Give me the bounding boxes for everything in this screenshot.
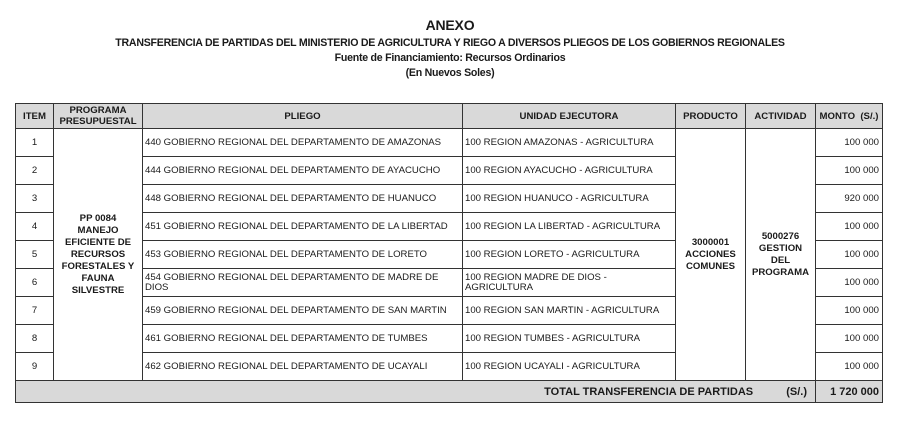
actividad-line: PROGRAMA (751, 266, 810, 278)
item-number: 2 (16, 157, 54, 185)
total-currency: (S/.) (786, 385, 807, 398)
table-header-row (16, 104, 883, 129)
pliego-cell: 444 GOBIERNO REGIONAL DEL DEPARTAMENTO DE AYACUCHO (143, 157, 463, 185)
programa-line: FAUNA (81, 272, 115, 284)
actividad-line: GESTION DEL (758, 242, 803, 266)
actividad-line: 5000276 (761, 230, 800, 242)
document-subtitle: TRANSFERENCIA DE PARTIDAS DEL MINISTERIO DE AGRICULTURA Y RIEGO A DIVERSOS PLIEGOS DE LOS GOBIERNOS REGIONALES (115, 37, 785, 49)
producto-line: 3000001 (691, 236, 730, 248)
actividad-cell (746, 129, 816, 381)
col-header-unidad: UNIDAD EJECUTORA (463, 104, 676, 129)
unidad-ejecutora-cell: 100 REGION LORETO - AGRICULTURA (463, 241, 676, 269)
total-value: 1 720 000 (816, 381, 883, 403)
pliego-cell: 462 GOBIERNO REGIONAL DEL DEPARTAMENTO DE UCAYALI (143, 353, 463, 381)
total-label: TOTAL TRANSFERENCIA DE PARTIDAS (544, 385, 754, 398)
unidad-ejecutora-cell: 100 REGION HUANUCO - AGRICULTURA (463, 185, 676, 213)
col-header-monto: MONTO (S/.) (816, 104, 883, 129)
monto-cell: 100 000 (816, 297, 883, 325)
col-header-actividad: ACTIVIDAD (746, 104, 816, 129)
monto-cell: 920 000 (816, 185, 883, 213)
item-number: 8 (16, 325, 54, 353)
producto-cell (676, 129, 746, 381)
pliego-cell: 453 GOBIERNO REGIONAL DEL DEPARTAMENTO DE LORETO (143, 241, 463, 269)
funding-source: Fuente de Financiamiento: Recursos Ordinarios (334, 52, 566, 64)
total-label-cell (16, 381, 816, 403)
transfer-table (15, 103, 883, 403)
unidad-ejecutora-cell: 100 REGION LA LIBERTAD - AGRICULTURA (463, 213, 676, 241)
programa-line: RECURSOS (70, 248, 126, 260)
pliego-cell: 451 GOBIERNO REGIONAL DEL DEPARTAMENTO DE LA LIBERTAD (143, 213, 463, 241)
monto-cell: 100 000 (816, 325, 883, 353)
item-number: 7 (16, 297, 54, 325)
pliego-cell: 440 GOBIERNO REGIONAL DEL DEPARTAMENTO DE AMAZONAS (143, 129, 463, 157)
programa-line: SILVESTRE (71, 284, 125, 296)
pliego-cell: 454 GOBIERNO REGIONAL DEL DEPARTAMENTO DE MADRE DE DIOS (143, 269, 463, 297)
monto-cell: 100 000 (816, 213, 883, 241)
col-header-programa-line2: PRESUPUESTAL (59, 116, 137, 127)
table-row (16, 129, 883, 157)
pliego-cell: 459 GOBIERNO REGIONAL DEL DEPARTAMENTO DE SAN MARTIN (143, 297, 463, 325)
pliego-cell: 448 GOBIERNO REGIONAL DEL DEPARTAMENTO DE HUANUCO (143, 185, 463, 213)
producto-line: COMUNES (685, 260, 736, 272)
unidad-ejecutora-cell: 100 REGION AMAZONAS - AGRICULTURA (463, 129, 676, 157)
item-number: 1 (16, 129, 54, 157)
monto-cell: 100 000 (816, 129, 883, 157)
pliego-cell: 461 GOBIERNO REGIONAL DEL DEPARTAMENTO DE TUMBES (143, 325, 463, 353)
monto-cell: 100 000 (816, 241, 883, 269)
item-number: 6 (16, 269, 54, 297)
document-title: ANEXO (425, 17, 475, 33)
monto-cell: 100 000 (816, 353, 883, 381)
col-header-pliego: PLIEGO (143, 104, 463, 129)
item-number: 9 (16, 353, 54, 381)
unidad-ejecutora-cell: 100 REGION SAN MARTIN - AGRICULTURA (463, 297, 676, 325)
col-header-programa (54, 104, 143, 129)
producto-line: ACCIONES (685, 248, 736, 260)
col-header-programa-line1: PROGRAMA (69, 105, 127, 116)
unidad-ejecutora-cell: 100 REGION UCAYALI - AGRICULTURA (463, 353, 676, 381)
programa-line: EFICIENTE DE (64, 236, 132, 248)
unidad-ejecutora-cell: 100 REGION TUMBES - AGRICULTURA (463, 325, 676, 353)
item-number: 5 (16, 241, 54, 269)
programa-line: MANEJO (77, 224, 119, 236)
item-number: 4 (16, 213, 54, 241)
programa-presupuestal-cell (54, 129, 143, 381)
unidad-ejecutora-cell: 100 REGION AYACUCHO - AGRICULTURA (463, 157, 676, 185)
monto-cell: 100 000 (816, 269, 883, 297)
unidad-ejecutora-cell: 100 REGION MADRE DE DIOS - AGRICULTURA (463, 269, 676, 297)
total-row (16, 381, 883, 403)
currency-note: (En Nuevos Soles) (405, 67, 495, 79)
item-number: 3 (16, 185, 54, 213)
table-body (16, 129, 883, 381)
col-header-producto: PRODUCTO (676, 104, 746, 129)
col-header-item: ITEM (16, 104, 54, 129)
programa-line: PP 0084 (79, 212, 117, 224)
monto-cell: 100 000 (816, 157, 883, 185)
programa-line: FORESTALES Y (61, 260, 135, 272)
